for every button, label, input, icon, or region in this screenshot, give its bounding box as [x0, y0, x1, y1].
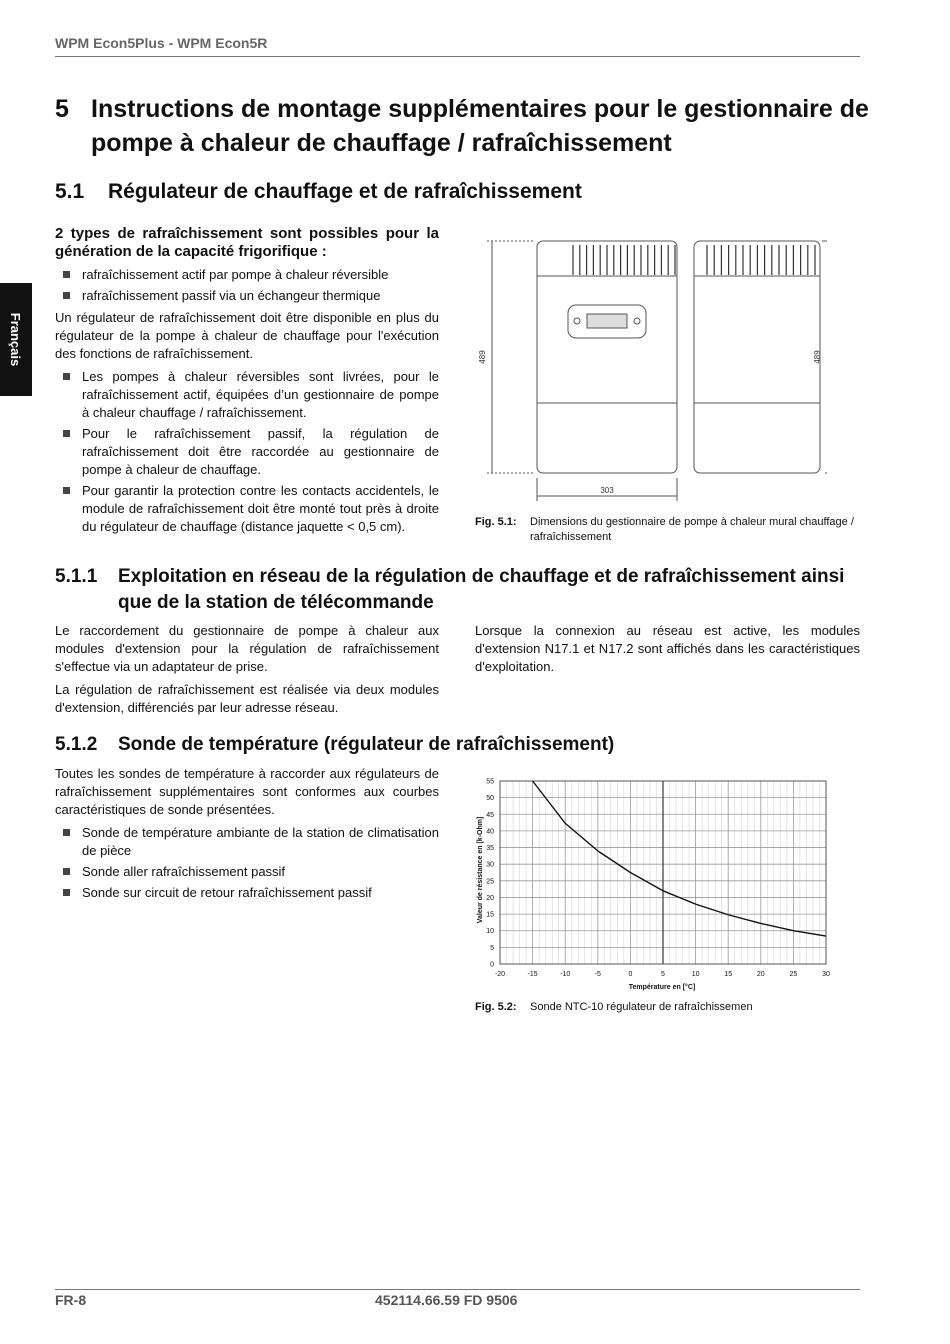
ntc-resistance-chart: [470, 772, 860, 997]
section-number: 5: [55, 95, 69, 123]
y-tick-label: 40: [486, 828, 494, 836]
y-tick-label: 45: [486, 811, 494, 819]
x-tick-label: 0: [628, 971, 633, 978]
chart-grid: [500, 781, 826, 964]
y-tick-label: 15: [486, 911, 494, 919]
y-axis-label: Valeur de résistance en [k-Ohm]: [477, 816, 484, 924]
section-number: 5.1: [55, 180, 85, 203]
section-title: Sonde de température (régulateur de rafraîchissement): [118, 734, 615, 755]
list-item: Les pompes à chaleur réversibles sont livrées, pour le rafraîchissement actif, équipées d’un gestionnaire de pompe à chaleur chauffage / rafraîchissement.: [55, 368, 439, 422]
figure-label: Fig. 5.1:: [475, 516, 517, 528]
x-tick-label: 5: [661, 971, 665, 978]
lead-paragraph: 2 types de rafraîchissement sont possibles pour la génération de la capacité frigorifique :: [55, 225, 439, 260]
chart-tick-labels: [486, 779, 830, 979]
section-5-1-1-heading: [55, 564, 875, 616]
section-5-1-2-heading: [55, 734, 614, 756]
bullet-square-icon: [63, 829, 70, 836]
list-item: Pour garantir la protection contre les contacts accidentels, le module de rafraîchissement doit être monté tout près à droite du régulateur de chauffage (distance jaquette < 0,5 cm).: [55, 482, 439, 536]
section-title: Instructions de montage supplémentaires pour le gestionnaire de pompe à chaleur de chauffage / rafraîchissement: [91, 95, 869, 157]
list-item: rafraîchissement actif par pompe à chaleur réversible: [55, 266, 439, 284]
device-dimension-drawing: [475, 228, 855, 513]
section-5-1-2-body: [55, 765, 439, 906]
figure-label: Fig. 5.2:: [475, 1001, 517, 1013]
x-tick-label: -10: [560, 971, 571, 978]
paragraph: La régulation de rafraîchissement est réalisée via deux modules d'extension, différenciés par leur adresse réseau.: [55, 682, 439, 715]
section-5-1-1-left-column: [55, 622, 439, 722]
figure-caption-text: Dimensions du gestionnaire de pompe à chaleur mural chauffage / rafraîchissement: [530, 516, 854, 543]
y-tick-label: 25: [486, 878, 494, 886]
bullet-square-icon: [63, 430, 70, 437]
list-item: Sonde aller rafraîchissement passif: [55, 863, 439, 881]
y-tick-label: 55: [486, 778, 494, 786]
y-tick-label: 10: [486, 928, 494, 936]
x-tick-label: -5: [594, 971, 601, 978]
figure-5-2-caption: [475, 1000, 855, 1015]
bullet-square-icon: [63, 292, 70, 299]
sensor-list: [55, 824, 439, 902]
dimension-height-right: 489: [813, 350, 822, 364]
list-item: Sonde sur circuit de retour rafraîchissement passif: [55, 884, 439, 902]
figure-caption-text: Sonde NTC-10 régulateur de rafraîchissemen: [530, 1001, 753, 1013]
x-axis-label: Température en [°C]: [628, 984, 696, 991]
bullet-square-icon: [63, 271, 70, 278]
x-tick-label: -15: [527, 971, 538, 978]
x-tick-label: 25: [789, 971, 798, 978]
x-tick-label: -20: [494, 971, 506, 978]
list-item: Pour le rafraîchissement passif, la régulation de rafraîchissement doit être raccordée au gestionnaire de pompe à chaleur de chauffage.: [55, 425, 439, 479]
bullet-square-icon: [63, 868, 70, 875]
list-item: Sonde de température ambiante de la station de climatisation de pièce: [55, 824, 439, 860]
paragraph: Lorsque la connexion au réseau est active, les modules d'extension N17.1 et N17.2 sont affichés dans les caractéristiques d'exploitation.: [475, 623, 860, 674]
x-tick-label: 10: [691, 971, 700, 978]
section-number: 5.1.2: [55, 734, 98, 755]
section-5-1-heading: [55, 180, 582, 204]
y-tick-label: 30: [486, 861, 494, 869]
y-tick-label: 35: [486, 845, 494, 853]
x-tick-label: 15: [724, 971, 733, 978]
dimension-width: 303: [600, 486, 614, 495]
document-number: 452114.66.59 FD 9506: [375, 1292, 518, 1308]
language-tab-label: Français: [8, 312, 24, 367]
cooling-types-list: [55, 266, 439, 305]
notes-list: [55, 368, 439, 536]
figure-5-1-caption: [475, 515, 855, 545]
section-5-1-1-right-column: [475, 622, 860, 681]
y-tick-label: 50: [486, 795, 494, 803]
bullet-square-icon: [63, 487, 70, 494]
section-5-1-body: [55, 225, 439, 540]
header-rule: [55, 56, 860, 57]
section-title: Exploitation en réseau de la régulation de chauffage et de rafraîchissement ainsi que de la station de télécommande: [118, 566, 845, 613]
paragraph: Le raccordement du gestionnaire de pompe à chaleur aux modules d'extension pour la régulation de rafraîchissement s'effectue via un adaptateur de prise.: [55, 623, 439, 674]
y-tick-label: 5: [490, 944, 494, 952]
dimension-height-left: 489: [478, 350, 487, 364]
resistance-curve: [533, 781, 826, 936]
x-tick-label: 20: [756, 971, 765, 978]
y-tick-label: 0: [490, 961, 494, 969]
paragraph: Un régulateur de rafraîchissement doit être disponible en plus du régulateur de la pompe à chaleur de chauffage pour l'exécution des fonctions de rafraîchissement.: [55, 310, 439, 361]
page-number: FR-8: [55, 1292, 87, 1308]
bullet-square-icon: [63, 889, 70, 896]
x-tick-label: 30: [822, 971, 830, 978]
section-title: Régulateur de chauffage et de rafraîchissement: [108, 180, 582, 203]
list-item: rafraîchissement passif via un échangeur thermique: [55, 287, 439, 305]
paragraph: Toutes les sondes de température à raccorder aux régulateurs de rafraîchissement supplémentaires sont conformes aux courbes caractéristiques de sonde présentées.: [55, 766, 439, 817]
section-5-heading: [55, 92, 875, 160]
y-tick-label: 20: [486, 894, 494, 902]
section-number: 5.1.1: [55, 566, 98, 587]
language-tab: [0, 283, 32, 396]
running-header: WPM Econ5Plus - WPM Econ5R: [55, 35, 268, 51]
bullet-square-icon: [63, 373, 70, 380]
footer-rule: [55, 1289, 860, 1290]
chart-series: [533, 781, 826, 936]
